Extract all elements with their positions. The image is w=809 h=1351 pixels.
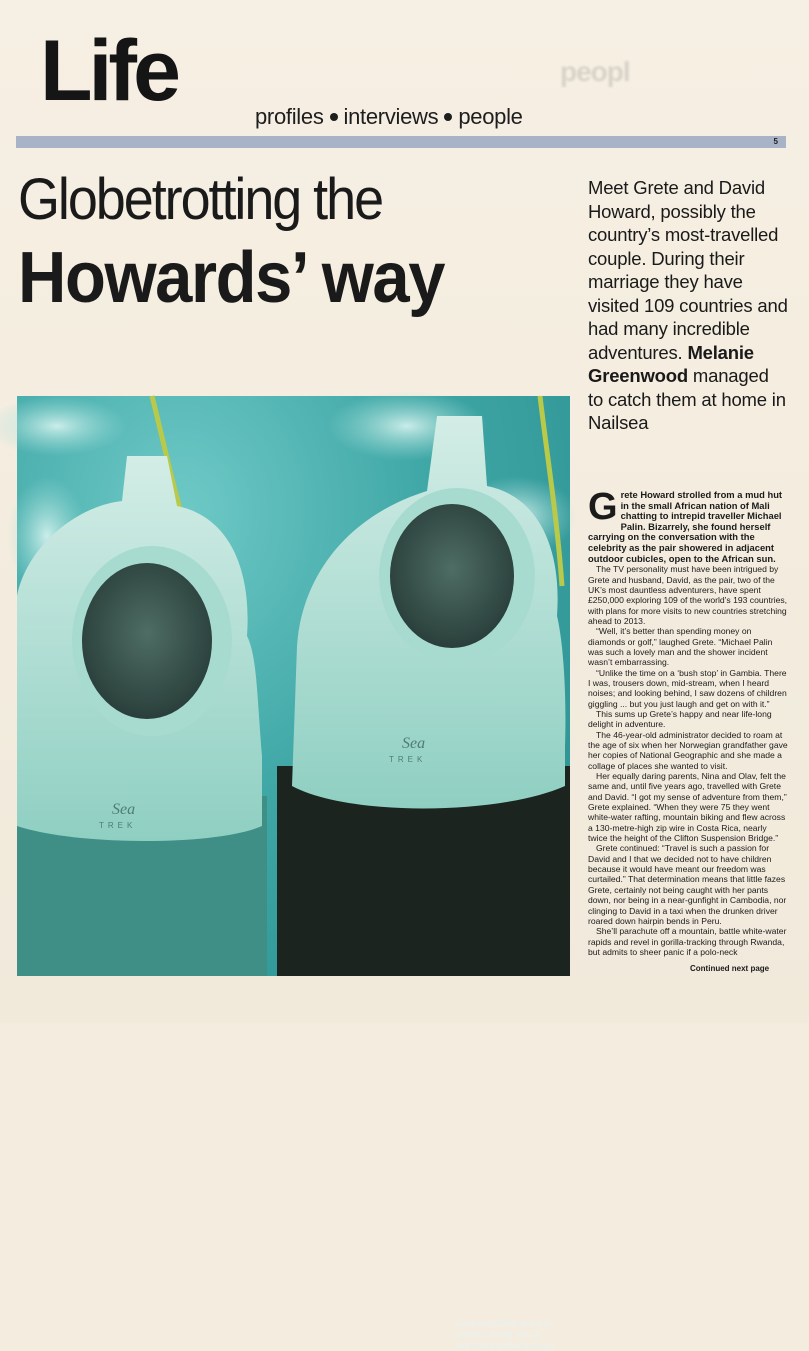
article-paragraph: Her equally daring parents, Nina and Olav, felt the same and, until five years ago, travelled with Grete and David. “I got my sense of adventure from them,” Grete explained. “When they were 75 they went white-water rafting, mountain biking and flew across a 130-metre-high zip wire in Costa Rica, nearly twice the height of the Clifton Suspension Bridge.” [588,771,787,844]
article-paragraph: This sums up Grete’s happy and near life-long delight in adventure. [588,708,772,730]
underwater-illustration [17,396,570,976]
continued-notice[interactable]: Continued next page [690,964,770,973]
section-tagline [255,104,523,130]
show-through-text: peopl [560,56,630,87]
standfirst [588,176,788,435]
article-body [588,486,788,957]
article-paragraph: Grete continued: “Travel is such a passion for David and I that we decided not to have children because it would have meant our freedom was curtailed.” That determination means that little fazes Grete, certainly not being caught with her pants down, nor being in a near-gunfight in Cambodia, nor clinging to David in a taxi when the drunken driver roared down hairpin bends in Peru. [588,843,787,926]
tagline-item: profiles [255,104,324,129]
tagline-item: interviews [343,104,439,129]
article-paragraph: “Unlike the time on a ‘bush stop’ in Gambia. There I was, trousers down, mid-stream, when I heard noises; and looking behind, I saw dozens of children giggling ... but you just laugh and get on with it.” [588,667,787,709]
headline [18,167,568,318]
helmet-logo: Sea [112,801,136,818]
section-rule [16,136,786,148]
svg-text:Sea: Sea [402,735,426,752]
article-lead: rete Howard strolled from a mud hut in the small African nation of Mali chatting to intrepid traveller Michael Palin. Bizarrely, she found herself carrying on the conversation with the celebrity as the pair showered in adjacent outdoor cubicles, open to the African sun. [588,489,783,564]
bullet-icon [444,113,452,121]
article-paragraph: The 46-year-old administrator decided to roam at the age of six when her Norwegian grandfather gave her copies of National Geographic and she made a collage of places she wanted to visit. [588,729,788,771]
svg-text:TREK: TREK [99,821,137,830]
svg-text:TREK: TREK [389,755,427,764]
tagline-item: people [458,104,523,129]
article-paragraph: “Well, it’s better than spending money on diamonds or golf,” laughed Grete. “Michael Palin was such a lovely man and the shower incident wasn’t embarrassing. [588,626,773,668]
headline-line-2: Howards’ way [18,237,445,318]
divers-photo [17,396,570,1350]
page-number: 5 [773,137,778,146]
headline-line-1: Globetrotting the [18,167,383,232]
section-title: Life [40,23,177,119]
standfirst-text: Meet Grete and David Howard, possibly the country’s most-travelled couple. During their marriage they have visited 109 countries and had many incredible adventures. [588,177,788,363]
standfirst-text-end: managed to catch them at home in Nailsea [588,365,786,433]
article-paragraph: The TV personality must have been intrigued by Grete and husband, David, as the pair, two of the UK’s most dauntless adventurers, have spent £250,000 exploring 109 of the world’s 193 countries, with plans for more visits to new countries stretching ahead to 2013. [588,564,788,626]
photo-caption: Grete and David diving in Jamaica during one of their many global journeys [455,1318,555,1350]
author-name: Melanie Greenwood [588,341,754,386]
article-paragraph: She’ll parachute off a mountain, battle white-water rapids and revel in gorilla-tracking through Rwanda, but admits to sheer panic if a polo-neck [588,926,787,957]
drop-cap: G [588,486,618,528]
bullet-icon [330,113,338,121]
